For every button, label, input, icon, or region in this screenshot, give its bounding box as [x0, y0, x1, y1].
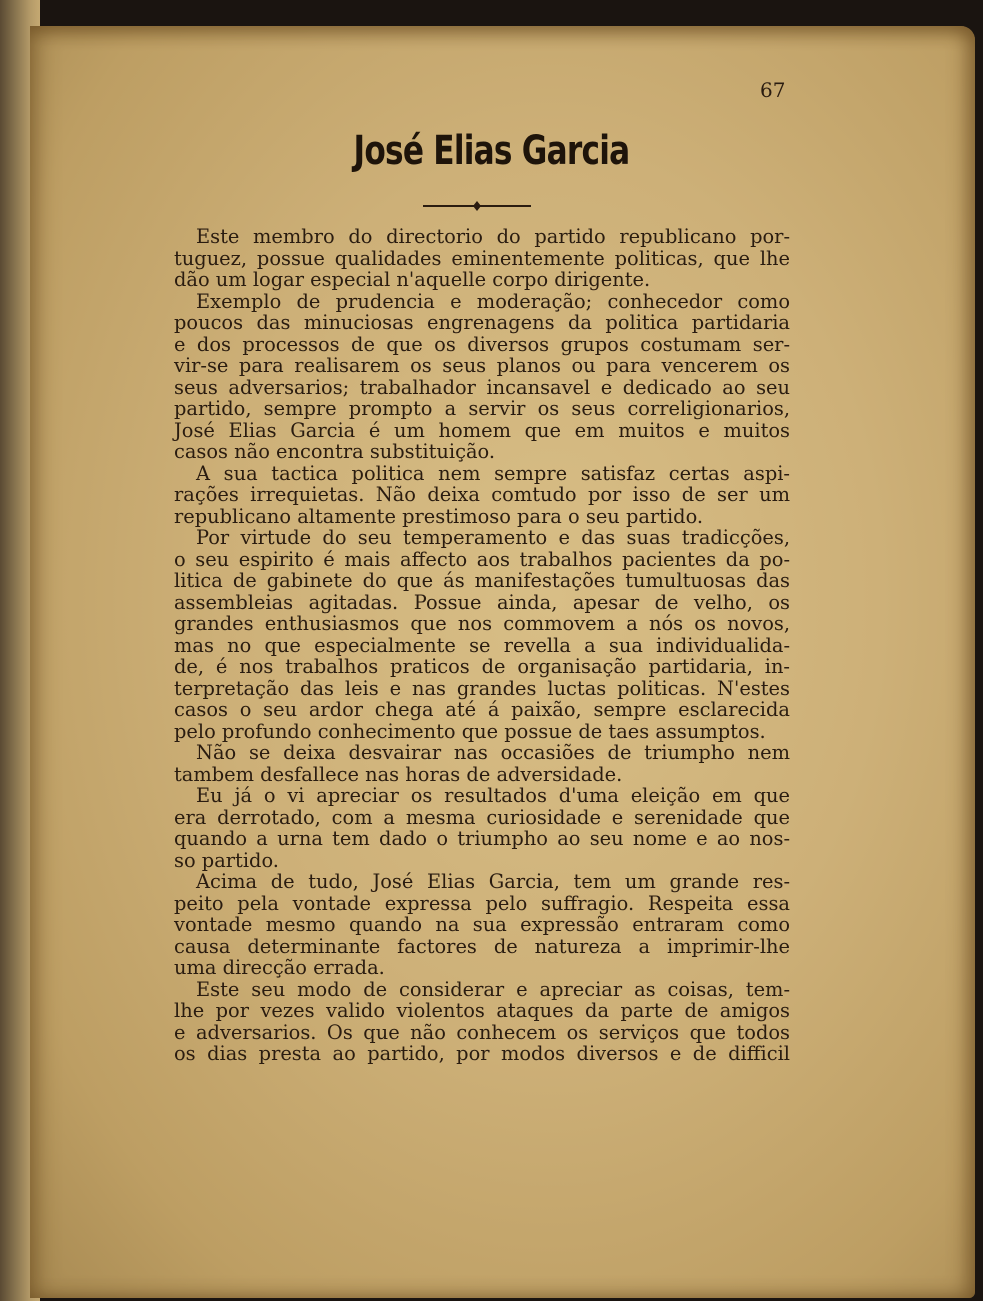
text-line: casos não encontra substituição. — [174, 440, 496, 463]
text-line: e dos processos de que os diversos grupos costumam ser- — [174, 332, 790, 356]
text-line: e adversarios. Os que não conhecem os serviços que todos — [174, 1020, 790, 1044]
text-line: Acima de tudo, José Elias Garcia, tem um grande res- — [196, 870, 790, 893]
text-line: Este seu modo de considerar e apreciar as coisas, tem- — [196, 977, 790, 1001]
text-line: de, é nos trabalhos praticos de organisação partidaria, in- — [174, 655, 790, 678]
text-line: Este membro do directorio do partido republicano por- — [196, 225, 790, 248]
text-line: José Elias Garcia é um homem que em muitos e muitos — [174, 418, 790, 442]
text-line: republicano altamente prestimoso para o seu partido. — [174, 504, 704, 528]
text-line: Não se deixa desvairar nas occasiões de triumpho nem — [196, 741, 790, 764]
text-line: Por virtude do seu temperamento e das suas tradicções, — [196, 526, 790, 549]
text-line: mas no que especialmente se revella a sua individualida- — [174, 633, 790, 657]
text-line: quando a urna tem dado o triumpho ao seu nome e ao nos- — [174, 827, 790, 850]
text-line: dão um logar especial n'aquelle corpo dirigente. — [174, 268, 651, 291]
text-line: vir-se para realisarem os seus planos ou para vencerem os — [174, 354, 790, 377]
text-line: era derrotado, com a mesma curiosidade e serenidade que — [174, 805, 790, 829]
page-title: José Elias Garcia — [353, 128, 630, 174]
page-number: 67 — [760, 78, 786, 102]
text-line: assembleias agitadas. Possue ainda, apesar de velho, os — [174, 590, 790, 614]
text-line: uma direcção errada. — [174, 956, 385, 979]
text-line: causa determinante factores de natureza a imprimir-lhe — [174, 934, 790, 958]
text-line: A sua tactica politica nem sempre satisfaz certas aspi- — [196, 461, 790, 485]
text-line: lhe por vezes valido violentos ataques da parte de amigos — [174, 999, 790, 1022]
text-line: terpretação das leis e nas grandes luctas politicas. N'estes — [174, 676, 790, 700]
text-line: Eu já o vi apreciar os resultados d'uma eleição em que — [196, 784, 790, 807]
text-line: poucos das minuciosas engrenagens da politica partidaria — [174, 311, 790, 334]
text-line: tuguez, possue qualidades eminentemente politicas, que lhe — [174, 246, 790, 270]
text-line: so partido. — [174, 848, 279, 872]
text-line: vontade mesmo quando na sua expressão entraram como — [174, 913, 790, 936]
text-line: tambem desfallece nas horas de adversidade. — [174, 762, 623, 786]
text-line: litica de gabinete do que ás manifestações tumultuosas das — [174, 569, 790, 592]
text-line: peito pela vontade expressa pelo suffragio. Respeita essa — [174, 891, 790, 915]
text-line: casos o seu ardor chega até á paixão, sempre esclarecida — [174, 698, 790, 721]
article-body — [174, 226, 790, 1065]
diamond-rule-ornament — [423, 200, 531, 212]
text-line: seus adversarios; trabalhador incansavel e dedicado ao seu — [174, 375, 790, 399]
text-line: o seu espirito é mais affecto aos trabalhos pacientes da po- — [174, 547, 790, 571]
text-line: pelo profundo conhecimento que possue de taes assumptos. — [174, 719, 766, 743]
text-line: partido, sempre prompto a servir os seus correligionarios, — [174, 397, 790, 420]
text-line: Exemplo de prudencia e moderação; conhecedor como — [196, 289, 790, 313]
text-line: os dias presta ao partido, por modos diversos e de difficil — [174, 1042, 790, 1065]
text-line: rações irrequietas. Não deixa comtudo por isso de ser um — [174, 483, 790, 506]
text-line: grandes enthusiasmos que nos commovem a nós os novos, — [174, 612, 790, 635]
